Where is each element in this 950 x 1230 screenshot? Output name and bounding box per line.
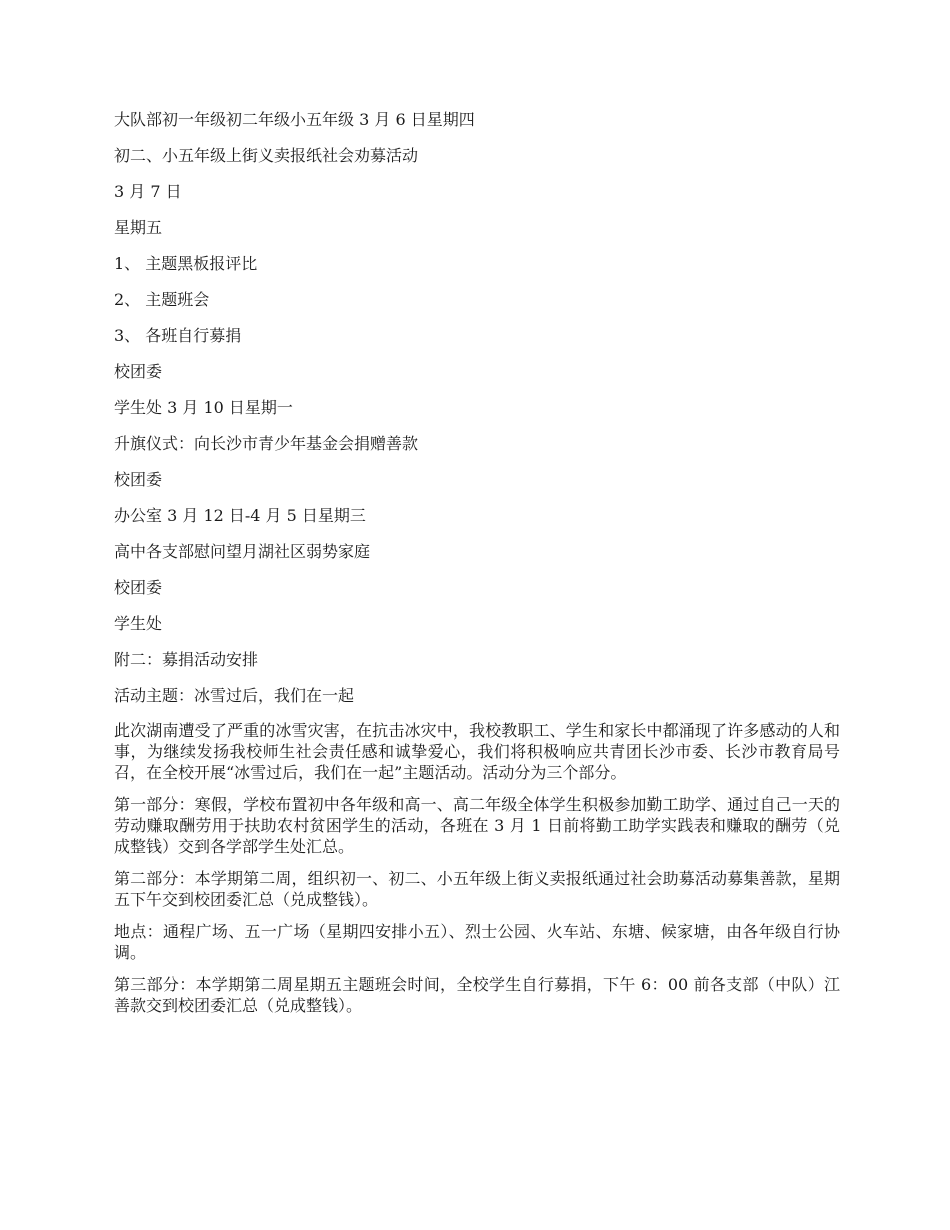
schedule-line: 高中各支部慰问望月湖社区弱势家庭 <box>114 542 371 561</box>
schedule-line: 星期五 <box>114 218 163 237</box>
part-one-paragraph: 第一部分：寒假，学校布置初中各年级和高一、高二年级全体学生积极参加勤工助学、通过自己一天的劳动赚取酬劳用于扶助农村贫困学生的活动，各班在 3 月 1 日前将勤工助学实践表和赚取的酬劳（兑成整钱）交到各学部学生处汇总。 <box>114 795 840 856</box>
location-paragraph: 地点：通程广场、五一广场（星期四安排小五）、烈士公园、火车站、东塘、候家塘，由各年级自行协调。 <box>114 922 840 962</box>
list-item: 1、 主题黑板报评比 <box>114 254 258 273</box>
schedule-line: 升旗仪式：向长沙市青少年基金会捐赠善款 <box>114 434 419 453</box>
part-three-paragraph: 第三部分：本学期第二周星期五主题班会时间，全校学生自行募捐，下午 6：00 前各支部（中队）江善款交到校团委汇总（兑成整钱）。 <box>114 975 840 1015</box>
schedule-line: 校团委 <box>114 578 163 597</box>
schedule-line: 校团委 <box>114 470 163 489</box>
activity-theme: 活动主题：冰雪过后，我们在一起 <box>114 686 355 705</box>
schedule-line: 学生处 3 月 10 日星期一 <box>114 398 293 417</box>
intro-paragraph: 此次湖南遭受了严重的冰雪灾害，在抗击冰灾中，我校教职工、学生和家长中都涌现了许多感动的人和事，为继续发扬我校师生社会责任感和诚挚爱心，我们将积极响应共青团长沙市委、长沙市教育局号召，在全校开展“冰雪过后，我们在一起”主题活动。活动分为三个部分。 <box>114 721 840 782</box>
schedule-line: 学生处 <box>114 614 163 633</box>
list-item: 2、 主题班会 <box>114 290 210 309</box>
schedule-line: 初二、小五年级上街义卖报纸社会劝募活动 <box>114 146 419 165</box>
schedule-line: 校团委 <box>114 362 163 381</box>
document-body <box>114 108 840 1027</box>
list-item: 3、 各班自行募捐 <box>114 326 242 345</box>
part-two-paragraph: 第二部分：本学期第二周，组织初一、初二、小五年级上街义卖报纸通过社会助募活动募集善款，星期五下午交到校团委汇总（兑成整钱）。 <box>114 869 840 909</box>
schedule-line: 大队部初一年级初二年级小五年级 3 月 6 日星期四 <box>114 110 475 129</box>
section-heading: 附二：募捐活动安排 <box>114 650 259 669</box>
schedule-line: 3 月 7 日 <box>114 182 182 201</box>
schedule-line: 办公室 3 月 12 日-4 月 5 日星期三 <box>114 506 366 525</box>
